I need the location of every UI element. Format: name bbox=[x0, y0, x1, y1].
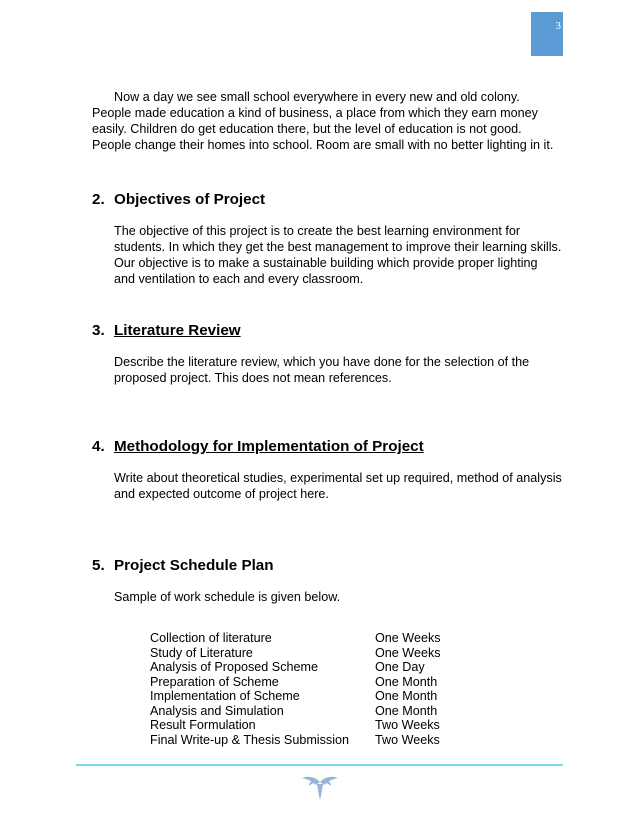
page-number-tab bbox=[531, 12, 563, 56]
schedule-task: Analysis and Simulation bbox=[150, 703, 284, 718]
intro-paragraph: Now a day we see small school everywhere in every new and old colony. People made education a kind of business, a place from which they earn money easily. Children do get education there, but the level of education is not good. People change their homes into school. Room are small with no better lighting in it. bbox=[92, 90, 554, 152]
section-number: 5. bbox=[92, 557, 105, 574]
section-methodology bbox=[92, 437, 562, 502]
section-literature-review bbox=[92, 321, 562, 386]
schedule-task: Implementation of Scheme bbox=[150, 689, 300, 703]
schedule-task: Collection of literature bbox=[150, 631, 272, 645]
schedule-duration: One Month bbox=[375, 689, 438, 703]
schedule-duration: Two Weeks bbox=[375, 732, 440, 747]
schedule-row bbox=[150, 689, 441, 704]
section-title: Methodology for Implementation of Project bbox=[114, 438, 424, 455]
schedule-row bbox=[150, 704, 441, 719]
section-number: 2. bbox=[92, 191, 105, 208]
section-heading bbox=[92, 190, 562, 210]
section-number: 3. bbox=[92, 322, 105, 339]
schedule-table bbox=[150, 631, 441, 747]
schedule-row bbox=[150, 718, 441, 733]
schedule-task: Result Formulation bbox=[150, 718, 256, 732]
schedule-duration: One Weeks bbox=[375, 645, 441, 660]
schedule-duration: One Day bbox=[375, 660, 425, 674]
schedule-row bbox=[150, 631, 441, 646]
section-title: Literature Review bbox=[114, 322, 241, 339]
section-number: 4. bbox=[92, 438, 105, 455]
schedule-duration: One Weeks bbox=[375, 631, 441, 645]
schedule-row bbox=[150, 733, 441, 748]
bird-emblem-icon bbox=[300, 772, 340, 802]
schedule-task: Study of Literature bbox=[150, 645, 253, 660]
schedule-duration: One Month bbox=[375, 703, 438, 718]
schedule-task: Analysis of Proposed Scheme bbox=[150, 660, 319, 674]
schedule-task: Final Write-up & Thesis Submission bbox=[150, 732, 350, 747]
schedule-row bbox=[150, 660, 441, 675]
schedule-row bbox=[150, 646, 441, 661]
schedule-duration: Two Weeks bbox=[375, 718, 440, 732]
section-title: Project Schedule Plan bbox=[114, 557, 274, 574]
section-heading bbox=[92, 437, 562, 457]
section-title: Objectives of Project bbox=[114, 191, 266, 208]
schedule-duration: One Month bbox=[375, 674, 438, 689]
schedule-row bbox=[150, 675, 441, 690]
section-body: The objective of this project is to create the best learning environment for students. In which they get the best management to improve their learning skills. Our objective is to make a sustainable building which provide proper lighting and ventilation to each and every classroom. bbox=[114, 224, 562, 286]
section-heading bbox=[92, 556, 562, 576]
section-schedule-plan bbox=[92, 556, 562, 605]
section-body: Sample of work schedule is given below. bbox=[114, 590, 341, 604]
section-heading bbox=[92, 321, 562, 341]
section-body: Describe the literature review, which you have done for the selection of the proposed project. This does not mean references. bbox=[114, 355, 530, 385]
section-body: Write about theoretical studies, experimental set up required, method of analysis and expected outcome of project here. bbox=[114, 471, 562, 501]
section-objectives bbox=[92, 190, 562, 287]
page-number: 3 bbox=[555, 20, 561, 32]
schedule-task: Preparation of Scheme bbox=[150, 674, 279, 689]
footer-rule bbox=[76, 764, 563, 766]
